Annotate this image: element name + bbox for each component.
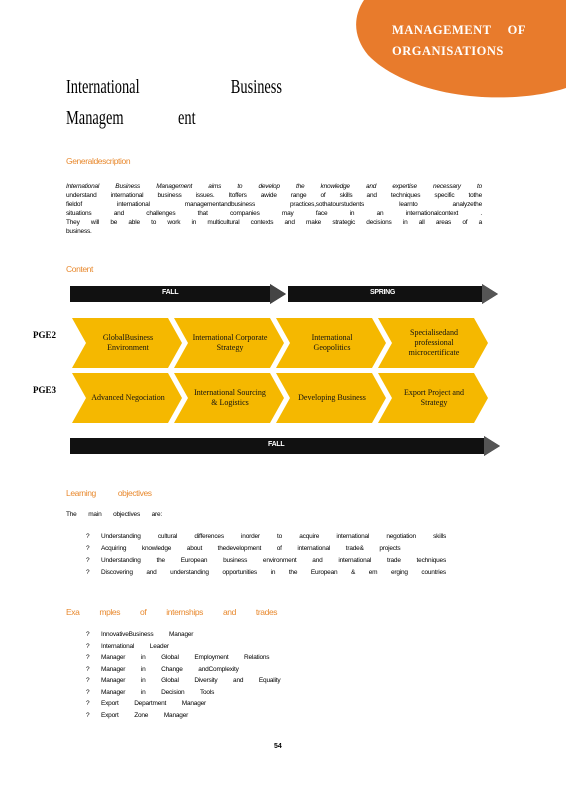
examples-list (86, 629, 286, 721)
example-text: Manager in Global Diversity and Equality (101, 677, 281, 684)
header-title (392, 20, 526, 62)
list-item (86, 543, 446, 555)
list-item (86, 641, 286, 653)
chevron-label: International Corporate Strategy (192, 333, 268, 352)
example-text: Manager in Change andComplexity (101, 665, 239, 673)
page-number: 54 (274, 743, 282, 750)
chevron-label: GlobalBusiness Environment (102, 333, 154, 352)
objective-text: Discovering and understanding opportunities in the European & em erging countries (101, 569, 446, 576)
header-word-organisations: ORGANISATIONS (392, 44, 504, 58)
example-text: InnovativeBusiness Manager (101, 631, 194, 638)
title-word-1: International (66, 76, 140, 98)
pge3-label: PGE3 (33, 385, 57, 395)
bullet-icon: ? (86, 700, 90, 707)
chevron-international-geopolitics (276, 318, 386, 368)
example-text: International Leader (101, 642, 169, 650)
bullet-icon: ? (86, 654, 90, 661)
list-item (86, 664, 286, 676)
header-word-of: OF (507, 23, 526, 37)
bullet-icon: ? (86, 642, 90, 650)
title-word-2: Business (230, 76, 282, 98)
list-item (86, 652, 286, 664)
fall-top-arrow (70, 284, 286, 304)
example-text: Export Zone Manager (101, 711, 189, 719)
bullet-icon: ? (86, 533, 90, 540)
bullet-icon: ? (86, 688, 90, 696)
objectives-list (86, 531, 446, 579)
desc-line: situations and challenges that companies may face in an internationalcontext . (66, 210, 482, 217)
bullet-icon: ? (86, 665, 90, 673)
chevron-specialised-microcertificate (378, 318, 488, 368)
chevron-label: International Geopolitics (311, 333, 353, 352)
example-text: Manager in Decision Tools (101, 688, 215, 696)
chevron-advanced-negociation (72, 373, 182, 423)
bullet-icon: ? (86, 631, 90, 638)
bullet-icon: ? (86, 545, 90, 552)
list-item (86, 675, 286, 687)
fall-label: FALL (268, 441, 285, 448)
content-heading: Content (66, 264, 93, 274)
chevron-label: Developing Business (298, 393, 366, 402)
bullet-icon: ? (86, 569, 90, 576)
example-text: Export Department Manager (101, 700, 207, 707)
objective-text: Acquiring knowledge about thedevelopment of international trade& projects (101, 545, 401, 552)
fall-label: FALL (162, 289, 179, 296)
objective-text: Understanding cultural differences inorder to acquire international negotiation skills (101, 533, 446, 540)
objectives-intro: The main objectives are: (66, 511, 163, 518)
chevron-label: Export Project and Strategy (404, 388, 464, 407)
bullet-icon: ? (86, 711, 90, 719)
desc-line: They will be able to work in multicultural contexts and make strategic decisions in all areas of a (66, 219, 482, 226)
chevron-global-business-environment (72, 318, 182, 368)
pge2-label: PGE2 (33, 330, 57, 340)
chevron-international-corporate-strategy (174, 318, 284, 368)
list-item (86, 531, 446, 543)
desc-line: understand international business issues. Itoffers awide range of skills and techniques specific tothe (66, 192, 482, 199)
examples-heading: Exa mples of internships and trades (66, 607, 278, 617)
chevron-label: Specialisedand professional microcertificate (408, 328, 460, 357)
header-word-management: MANAGEMENT (392, 23, 492, 37)
spring-label: SPRING (370, 289, 396, 296)
list-item (86, 687, 286, 699)
chevron-label: Advanced Negociation (91, 393, 165, 402)
chevron-developing-business (276, 373, 386, 423)
chevron-label: International Sourcing & Logistics (194, 388, 266, 407)
objective-text: Understanding the European business environment and international trade techniques (101, 557, 446, 564)
list-item (86, 629, 286, 641)
list-item (86, 710, 286, 722)
bullet-icon: ? (86, 677, 90, 684)
spring-arrow (288, 284, 498, 304)
fall-bottom-arrow (70, 436, 500, 456)
list-item (86, 698, 286, 710)
chevron-international-sourcing-logistics (174, 373, 284, 423)
general-description-heading: Generaldescription (66, 156, 131, 166)
general-description-text (66, 182, 482, 236)
bullet-icon: ? (86, 557, 90, 564)
title-word-3: Managem (66, 107, 124, 129)
learning-objectives-heading: Learning objectives (66, 488, 152, 498)
list-item (86, 567, 446, 579)
desc-line: fieldof international managementandbusiness practices,sothatourstudents learnto analyzethe (66, 201, 482, 208)
chevron-export-project-strategy (378, 373, 488, 423)
desc-line: business. (66, 228, 92, 235)
example-text: Manager in Global Employment Relations (101, 654, 270, 661)
title-word-4: ent (178, 107, 196, 129)
page-title (66, 72, 282, 134)
desc-line: International Business Management aims to develop the knowledge and expertise necessary to (66, 183, 482, 190)
list-item (86, 555, 446, 567)
